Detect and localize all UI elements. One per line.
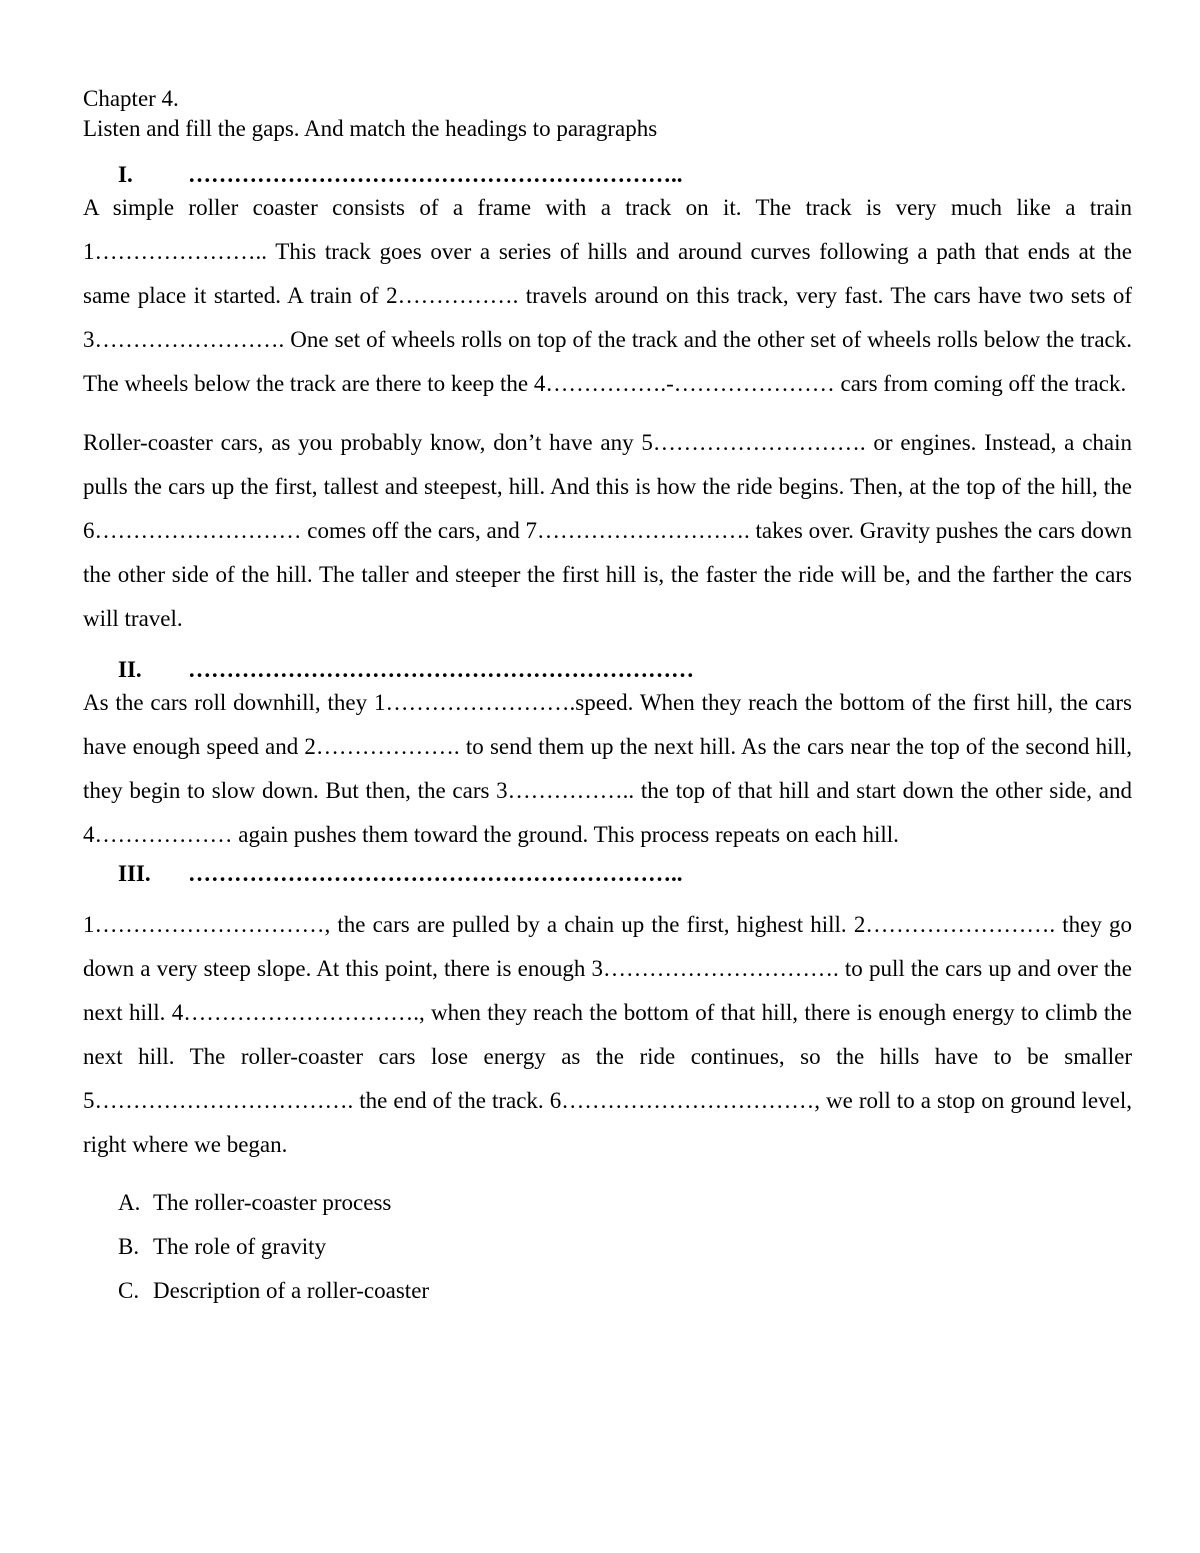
section-numeral: III. <box>118 861 151 886</box>
chapter-title: Chapter 4. <box>83 86 179 111</box>
option-item <box>118 1181 1132 1225</box>
option-letter: C. <box>118 1278 140 1303</box>
paragraph: As the cars roll downhill, they 1…………………….speed. When they reach the bottom of the first hill, the cars have enough speed and 2………………. to send them up the next hill. As the cars near the top of the second hill, they begin to slow down. But then, the cars 3…………….. the top of that hill and start down the other side, and 4……………… again pushes them toward the ground. This process repeats on each hill. <box>83 690 1132 847</box>
heading-options <box>83 1181 1132 1313</box>
option-letter: B. <box>118 1234 140 1259</box>
paragraph: 1…………………………, the cars are pulled by a chain up the first, highest hill. 2……………………. they go down a very steep slope. At this point, there is enough 3…………………………. to pull the cars up and over the next hill. 4…………………………., when they reach the bottom of that hill, there is enough energy to climb the next hill. The roller-coaster cars lose energy as the ride continues, so the hills have to be smaller 5……………………………. the end of the track. 6……………………………, we roll to a stop on ground level, right where we began. <box>83 912 1132 1157</box>
paragraph: A simple roller coaster consists of a frame with a track on it. The track is very much like a train 1………………….. This track goes over a series of hills and around curves following a path that ends at the same place it started. A train of 2……………. travels around on this track, very fast. The cars have two sets of 3……………………. One set of wheels rolls on top of the track and the other set of wheels rolls below the track. The wheels below the track are there to keep the 4…………….-………………… cars from coming off the track. <box>83 195 1132 396</box>
heading-blank: ……………………………………………………….. <box>188 861 683 886</box>
worksheet-page <box>83 84 1132 1313</box>
option-item <box>118 1225 1132 1269</box>
option-letter: A. <box>118 1190 141 1215</box>
instruction-text: Listen and fill the gaps. And match the headings to paragraphs <box>83 116 658 141</box>
option-text: The roller-coaster process <box>153 1190 392 1215</box>
section-1 <box>83 160 1132 641</box>
section-numeral: II. <box>118 657 142 682</box>
section-2 <box>83 655 1132 857</box>
section-numeral: I. <box>118 162 133 187</box>
option-text: The role of gravity <box>153 1234 327 1259</box>
option-item <box>118 1269 1132 1313</box>
option-text: Description of a roller-coaster <box>153 1278 430 1303</box>
section-3 <box>83 859 1132 1167</box>
heading-blank: ……………………………………………………….. <box>188 162 683 187</box>
paragraph: Roller-coaster cars, as you probably know, don’t have any 5………………………. or engines. Instead, a chain pulls the cars up the first, tallest and steepest, hill. And this is how the ride begins. Then, at the top of the hill, the 6……………………… comes off the cars, and 7………………………. takes over. Gravity pushes the cars down the other side of the hill. The taller and steeper the first hill is, the faster the ride will be, and the farther the cars will travel. <box>83 430 1132 631</box>
heading-blank: ………………………………………………………… <box>188 657 694 682</box>
section-heading <box>83 859 1132 889</box>
